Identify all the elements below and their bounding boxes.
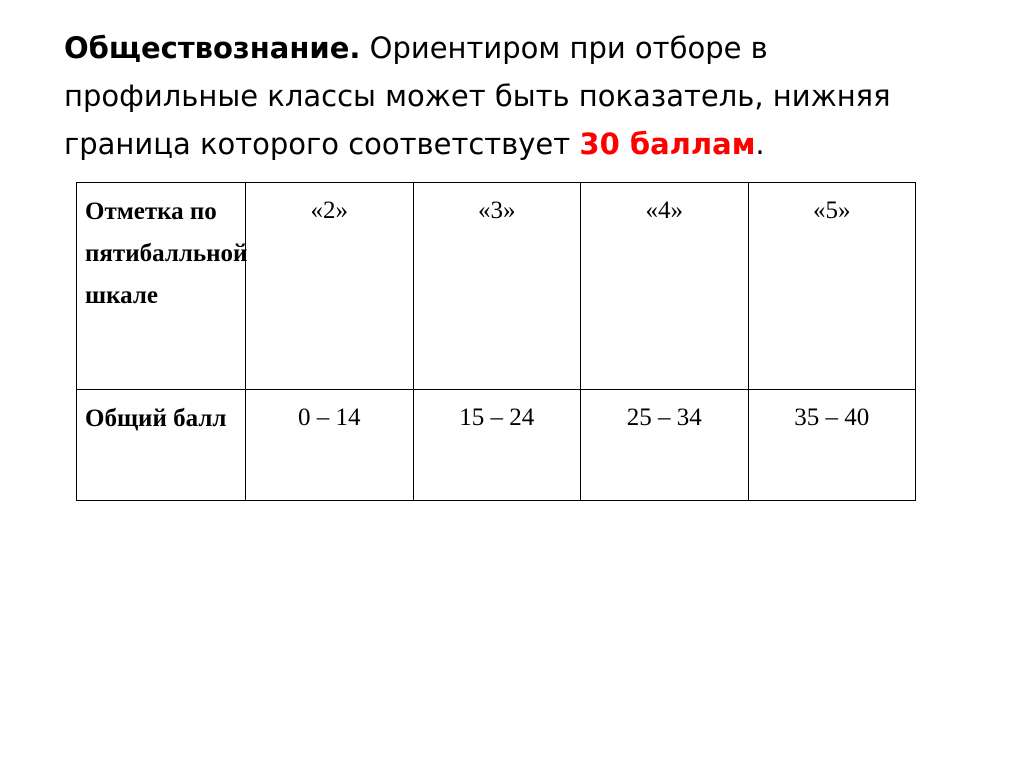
score-cell: 0 – 14 [246,390,414,501]
grade-table [76,182,916,501]
score-cell: 15 – 24 [413,390,581,501]
grade-cell: «4» [581,183,749,390]
row-label-grade: Отметка по пятибалльной шкале [77,183,246,390]
subject-title: Обществознание. [64,31,361,65]
grade-cell: «3» [413,183,581,390]
row-label-score: Общий балл [77,390,246,501]
table-row [77,183,916,390]
table-row [77,390,916,501]
grade-cell: «2» [246,183,414,390]
score-cell: 35 – 40 [748,390,916,501]
intro-paragraph [64,24,964,168]
grade-cell: «5» [748,183,916,390]
intro-end: . [755,127,765,161]
intro-text: Ориентиром при отборе в профильные классы может быть показатель, нижняя граница которого соответствует [64,31,891,161]
threshold-highlight: 30 баллам [579,127,756,161]
score-cell: 25 – 34 [581,390,749,501]
